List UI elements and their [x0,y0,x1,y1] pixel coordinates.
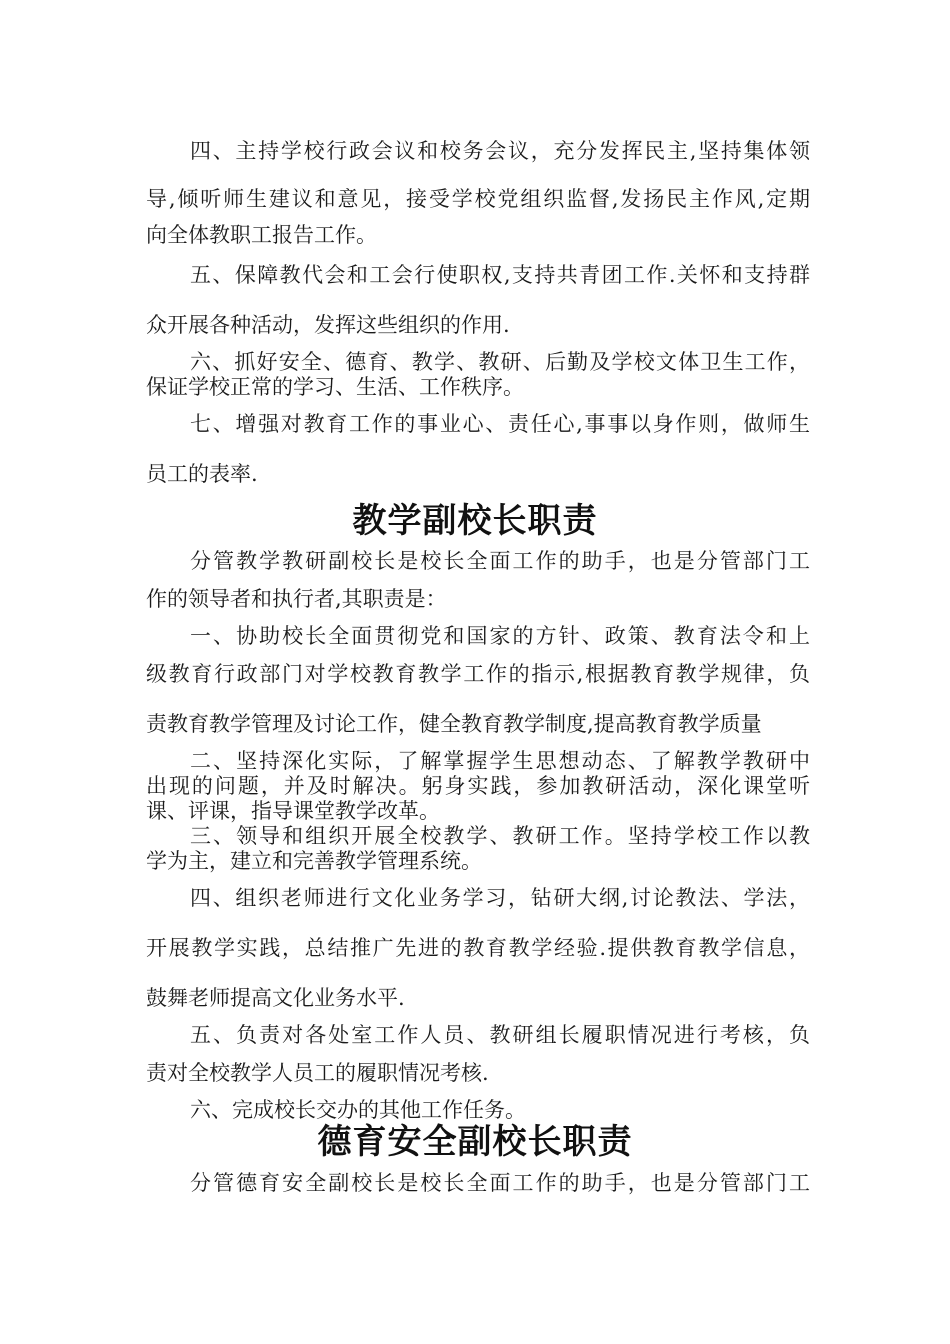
section-title-moral-safety: 德育安全副校长职责 [317,1122,633,1162]
section-title-teaching: 教学副校长职责 [352,501,598,541]
paragraph-line: 级教育行政部门对学校教育教学工作的指示,根据教育教学规律，负 [146,662,810,686]
paragraph-line: 作的领导者和执行者,其职责是： [146,587,447,611]
paragraph-line: 出现的问题，并及时解决。躬身实践，参加教研活动，深化课堂听 [146,774,810,798]
paragraph-line: 二、坚持深化实际，了解掌握学生思想动态、了解教学教研中 [190,749,810,773]
paragraph-line: 六、完成校长交办的其他工作任务。 [190,1098,526,1122]
paragraph-line: 六、抓好安全、德育、教学、教研、后勤及学校文体卫生工作， [190,350,810,374]
paragraph-line: 课、评课，指导课堂教学改革。 [146,799,440,823]
paragraph-line: 责教育教学管理及讨论工作，健全教育教学制度,提高教育教学质量 [146,712,762,736]
paragraph-line: 一、协助校长全面贯彻党和国家的方针、政策、教育法令和上 [190,624,810,648]
paragraph-line: 五、负责对各处室工作人员、教研组长履职情况进行考核，负 [190,1023,810,1047]
paragraph-line: 四、主持学校行政会议和校务会议，充分发挥民主,坚持集体领 [190,139,810,163]
paragraph-line: 分管教学教研副校长是校长全面工作的助手，也是分管部门工 [190,549,810,573]
paragraph-line: 责对全校教学人员工的履职情况考核. [146,1061,489,1085]
paragraph-line: 员工的表率. [146,462,258,486]
paragraph-line: 分管德育安全副校长是校长全面工作的助手，也是分管部门工 [190,1171,810,1195]
paragraph-line: 鼓舞老师提高文化业务水平. [146,986,405,1010]
paragraph-line: 五、保障教代会和工会行使职权,支持共青团工作.关怀和支持群 [190,263,810,287]
paragraph-line: 导,倾听师生建议和意见，接受学校党组织监督,发扬民主作风,定期 [146,187,810,211]
paragraph-line: 学为主，建立和完善教学管理系统。 [146,849,482,873]
paragraph-line: 保证学校正常的学习、生活、工作秩序。 [146,375,524,399]
paragraph-line: 四、组织老师进行文化业务学习，钻研大纲,讨论教法、学法， [190,886,810,910]
paragraph-line: 三、领导和组织开展全校教学、教研工作。坚持学校工作以教 [190,824,810,848]
paragraph-line: 七、增强对教育工作的事业心、责任心,事事以身作则，做师生 [190,412,810,436]
paragraph-line: 向全体教职工报告工作。 [146,223,377,247]
paragraph-line: 众开展各种活动，发挥这些组织的作用. [146,313,510,337]
paragraph-line: 开展教学实践，总结推广先进的教育教学经验.提供教育教学信息， [146,936,810,960]
